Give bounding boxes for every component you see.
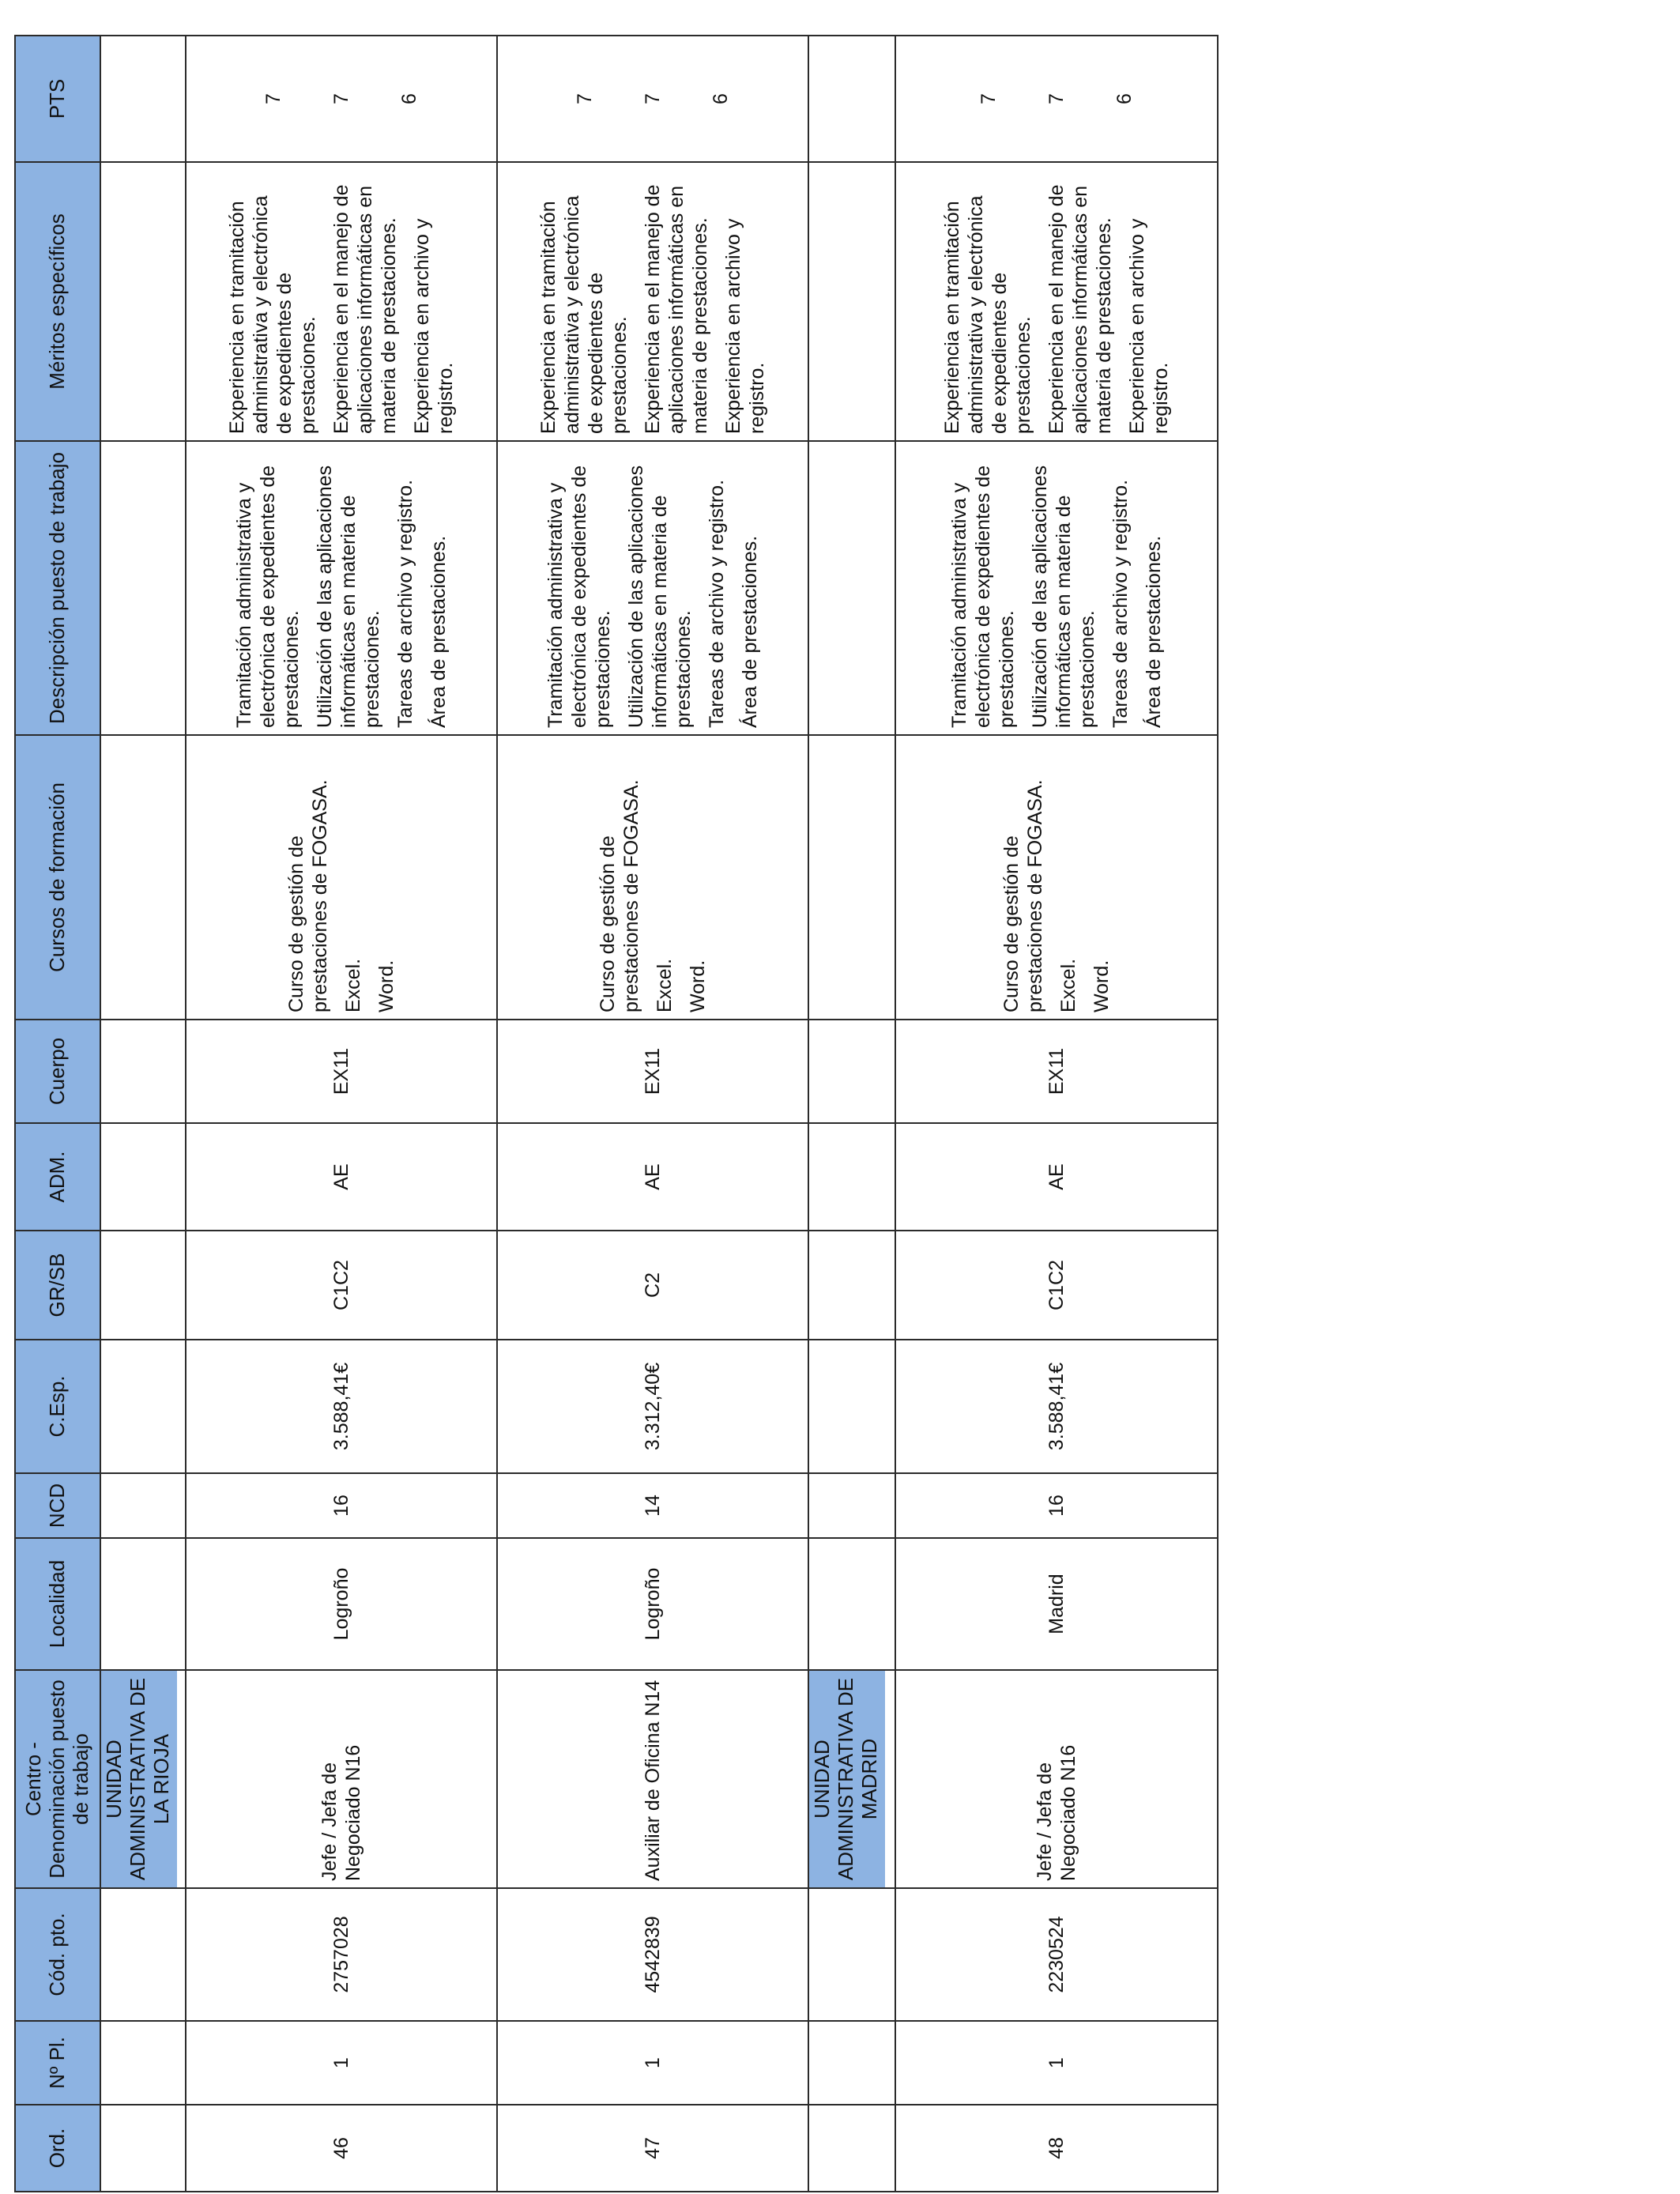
cell-c-esp: 3.588,41€ — [895, 1340, 1218, 1473]
merito-item: Experiencia en tramitación administrativa y electrónica de expedientes de prestaciones. — [941, 195, 1034, 434]
cell-descripcion — [497, 441, 808, 735]
cell-localidad: Logroño — [497, 1538, 808, 1670]
merito-item: Experiencia en archivo y registro. — [1126, 218, 1172, 434]
cell-cod-pto: 2757028 — [186, 1888, 497, 2021]
table-row — [186, 36, 497, 2192]
curso-item: Curso de gestión de prestaciones de FOGASA. — [285, 779, 331, 1012]
merito-item: Experiencia en tramitación administrativa y electrónica de expedientes de prestaciones. — [226, 195, 319, 434]
pts-item: 7 — [1045, 93, 1068, 104]
cell-adm: AE — [497, 1123, 808, 1231]
merito-item: Experiencia en el manejo de aplicaciones informáticas en materia de prestaciones. — [330, 184, 400, 434]
merito-item: Experiencia en el manejo de aplicaciones informáticas en materia de prestaciones. — [1045, 184, 1115, 434]
cell-ncd: 14 — [497, 1473, 808, 1538]
section-row — [808, 36, 895, 2192]
cell-localidad: Madrid — [895, 1538, 1218, 1670]
rotated-page — [14, 0, 1219, 2194]
cell-meritos — [497, 162, 808, 441]
header-gr-sb: GR/SB — [15, 1231, 100, 1340]
cell-cursos — [186, 735, 497, 1020]
cell-gr-sb: C1C2 — [895, 1231, 1218, 1340]
cell-adm: AE — [895, 1123, 1218, 1231]
curso-item: Word. — [375, 959, 397, 1012]
descripcion-item: Utilización de las aplicaciones informáticas en materia de prestaciones. — [1029, 465, 1098, 728]
cell-cuerpo: EX11 — [186, 1020, 497, 1123]
descripcion-item: Tramitación administrativa y electrónica de expedientes de prestaciones. — [544, 465, 614, 728]
pts-item: 7 — [977, 93, 1000, 104]
cell-ncd: 16 — [186, 1473, 497, 1538]
cell-pts — [186, 36, 497, 162]
merito-item: Experiencia en tramitación administrativa y electrónica de expedientes de prestaciones. — [537, 195, 631, 434]
curso-item: Word. — [687, 959, 709, 1012]
pts-item: 6 — [710, 93, 732, 104]
descripcion-item: Tramitación administrativa y electrónica de expedientes de prestaciones. — [948, 465, 1018, 728]
table-row — [895, 36, 1218, 2192]
pts-item: 7 — [330, 93, 352, 104]
cell-c-esp: 3.312,40€ — [497, 1340, 808, 1473]
table-row — [497, 36, 808, 2192]
descripcion-item: Utilización de las aplicaciones informáticas en materia de prestaciones. — [314, 465, 383, 728]
header-cod-pto: Cód. pto. — [15, 1888, 100, 2021]
cell-cuerpo: EX11 — [497, 1020, 808, 1123]
pts-item: 7 — [262, 93, 284, 104]
pts-item: 6 — [398, 93, 420, 104]
cell-c-esp: 3.588,41€ — [186, 1340, 497, 1473]
section-unit-label: UNIDAD ADMINISTRATIVA DE MADRID — [809, 1671, 885, 1887]
section-row — [100, 36, 186, 2192]
header-ncd: NCD — [15, 1473, 100, 1538]
header-adm: ADM. — [15, 1123, 100, 1231]
cell-ord: 48 — [895, 2105, 1218, 2192]
cell-denominacion: Jefe / Jefa de Negociado N16 — [895, 1670, 1218, 1888]
cell-denominacion: Auxiliar de Oficina N14 — [497, 1670, 808, 1888]
cell-meritos — [895, 162, 1218, 441]
positions-table — [14, 35, 1219, 2192]
descripcion-item: Área de prestaciones. — [739, 535, 761, 728]
cell-descripcion — [895, 441, 1218, 735]
cell-localidad: Logroño — [186, 1538, 497, 1670]
merito-item: Experiencia en archivo y registro. — [722, 218, 768, 434]
pts-item: 7 — [574, 93, 596, 104]
curso-item: Excel. — [1057, 958, 1079, 1012]
merito-item: Experiencia en archivo y registro. — [411, 218, 457, 434]
cell-adm: AE — [186, 1123, 497, 1231]
descripcion-item: Tareas de archivo y registro. — [706, 479, 728, 728]
cell-cod-pto: 2230524 — [895, 1888, 1218, 2021]
cell-gr-sb: C2 — [497, 1231, 808, 1340]
header-descripcion: Descripción puesto de trabajo — [15, 441, 100, 735]
curso-item: Excel. — [654, 958, 676, 1012]
cell-cursos — [895, 735, 1218, 1020]
curso-item: Curso de gestión de prestaciones de FOGASA. — [597, 779, 642, 1012]
cell-ord: 47 — [497, 2105, 808, 2192]
cell-n-pl: 1 — [497, 2021, 808, 2105]
pts-item: 6 — [1113, 93, 1136, 104]
cell-ncd: 16 — [895, 1473, 1218, 1538]
descripcion-item: Tramitación administrativa y electrónica de expedientes de prestaciones. — [233, 465, 303, 728]
cell-n-pl: 1 — [895, 2021, 1218, 2105]
descripcion-item: Utilización de las aplicaciones informáticas en materia de prestaciones. — [625, 465, 695, 728]
header-c-esp: C.Esp. — [15, 1340, 100, 1473]
curso-item: Word. — [1090, 959, 1113, 1012]
header-row — [15, 36, 100, 2192]
cell-denominacion: Jefe / Jefa de Negociado N16 — [186, 1670, 497, 1888]
header-localidad: Localidad — [15, 1538, 100, 1670]
cell-cursos — [497, 735, 808, 1020]
curso-item: Curso de gestión de prestaciones de FOGASA. — [1000, 779, 1046, 1012]
cell-cuerpo: EX11 — [895, 1020, 1218, 1123]
header-pts: PTS — [15, 36, 100, 162]
section-unit-label: UNIDAD ADMINISTRATIVA DE LA RIOJA — [101, 1671, 177, 1887]
cell-cod-pto: 4542839 — [497, 1888, 808, 2021]
header-meritos: Méritos específicos — [15, 162, 100, 441]
cell-meritos — [186, 162, 497, 441]
header-cuerpo: Cuerpo — [15, 1020, 100, 1123]
descripcion-item: Tareas de archivo y registro. — [394, 479, 416, 728]
curso-item: Excel. — [342, 958, 364, 1012]
cell-descripcion — [186, 441, 497, 735]
merito-item: Experiencia en el manejo de aplicaciones informáticas en materia de prestaciones. — [642, 184, 711, 434]
cell-pts — [497, 36, 808, 162]
header-n-pl: Nº Pl. — [15, 2021, 100, 2105]
descripcion-item: Área de prestaciones. — [428, 535, 450, 728]
header-centro: Centro - Denominación puesto de trabajo — [15, 1670, 100, 1888]
header-ord: Ord. — [15, 2105, 100, 2192]
descripcion-item: Tareas de archivo y registro. — [1109, 479, 1132, 728]
cell-n-pl: 1 — [186, 2021, 497, 2105]
cell-ord: 46 — [186, 2105, 497, 2192]
pts-item: 7 — [642, 93, 664, 104]
header-cursos: Cursos de formación — [15, 735, 100, 1020]
cell-gr-sb: C1C2 — [186, 1231, 497, 1340]
cell-pts — [895, 36, 1218, 162]
descripcion-item: Área de prestaciones. — [1143, 535, 1165, 728]
